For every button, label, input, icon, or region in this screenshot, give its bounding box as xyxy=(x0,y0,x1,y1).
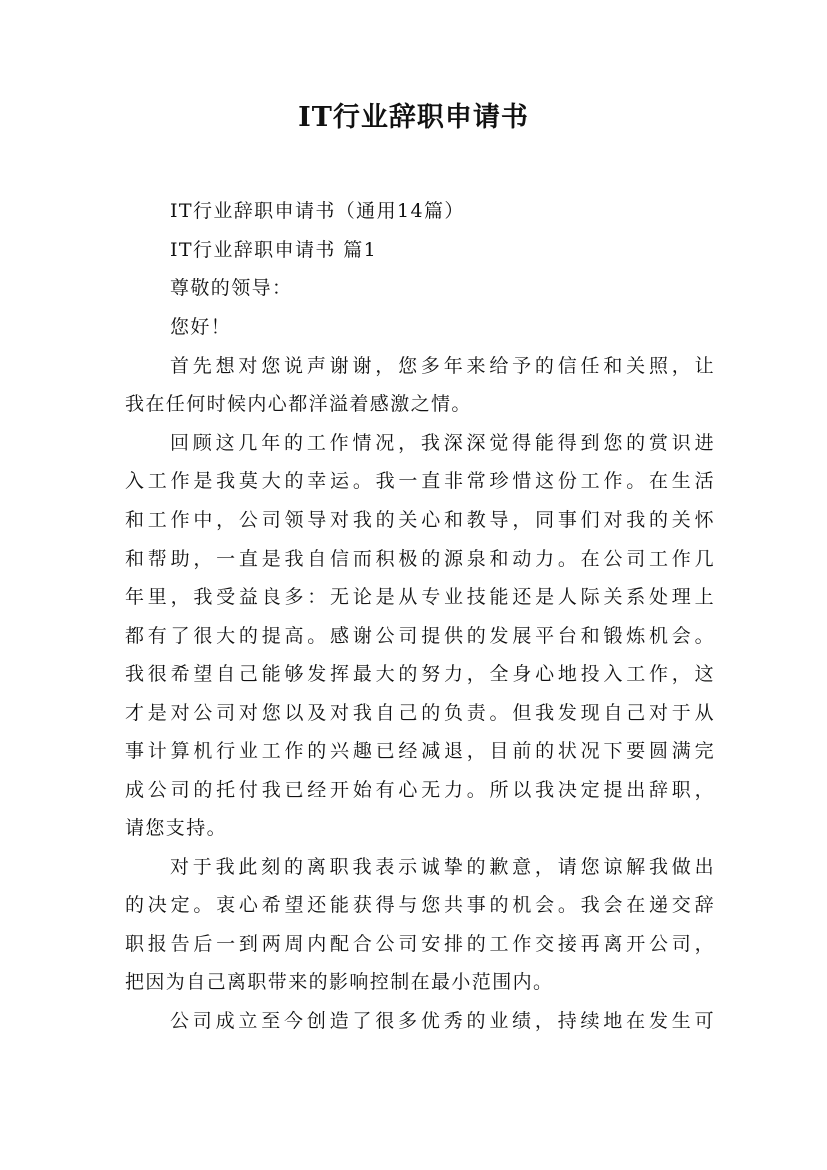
paragraph-line: 和帮助，一直是我自信而积极的源泉和动力。在公司工作几 xyxy=(125,548,715,570)
paragraph-line: 把因为自己离职带来的影响控制在最小范围内。 xyxy=(125,971,554,993)
paragraph-line: 回顾这几年的工作情况，我深深觉得能得到您的赏识进 xyxy=(170,432,715,454)
paragraph-line: 成公司的托付我已经开始有心无力。所以我决定提出辞职， xyxy=(125,779,715,801)
paragraph-line: 和工作中，公司领导对我的关心和教导，同事们对我的关怀 xyxy=(125,509,715,531)
paragraph-line: 我很希望自己能够发挥最大的努力，全身心地投入工作，这 xyxy=(125,663,715,685)
paragraph-line: 公司成立至今创造了很多优秀的业绩，持续地在发生可 xyxy=(170,1010,715,1032)
paragraph-line: 请您支持。 xyxy=(125,817,228,839)
paragraph-line: 首先想对您说声谢谢，您多年来给予的信任和关照，让 xyxy=(170,355,715,377)
paragraph-line: 的决定。衷心希望还能获得与您共事的机会。我会在递交辞 xyxy=(125,894,715,916)
paragraph-line: 职报告后一到两周内配合公司安排的工作交接再离开公司， xyxy=(125,933,715,955)
greeting: 您好！ xyxy=(170,316,232,338)
document-title: IT行业辞职申请书 xyxy=(298,102,529,133)
paragraph-line: 入工作是我莫大的幸运。我一直非常珍惜这份工作。在生活 xyxy=(125,470,715,492)
salutation: 尊敬的领导： xyxy=(170,277,293,299)
section-heading: IT行业辞职申请书 篇1 xyxy=(170,239,378,261)
paragraph-line: 才是对公司对您以及对我自己的负责。但我发现自己对于从 xyxy=(125,702,715,724)
document-subtitle: IT行业辞职申请书（通用14篇） xyxy=(170,200,465,222)
paragraph-line: 我在任何时候内心都洋溢着感激之情。 xyxy=(125,393,472,415)
paragraph-line: 事计算机行业工作的兴趣已经减退，目前的状况下要圆满完 xyxy=(125,740,715,762)
paragraph-line: 都有了很大的提高。感谢公司提供的发展平台和锻炼机会。 xyxy=(125,625,715,647)
paragraph-line: 对于我此刻的离职我表示诚挚的歉意，请您谅解我做出 xyxy=(170,856,715,878)
paragraph-line: 年里，我受益良多：无论是从专业技能还是人际关系处理上 xyxy=(125,586,715,608)
